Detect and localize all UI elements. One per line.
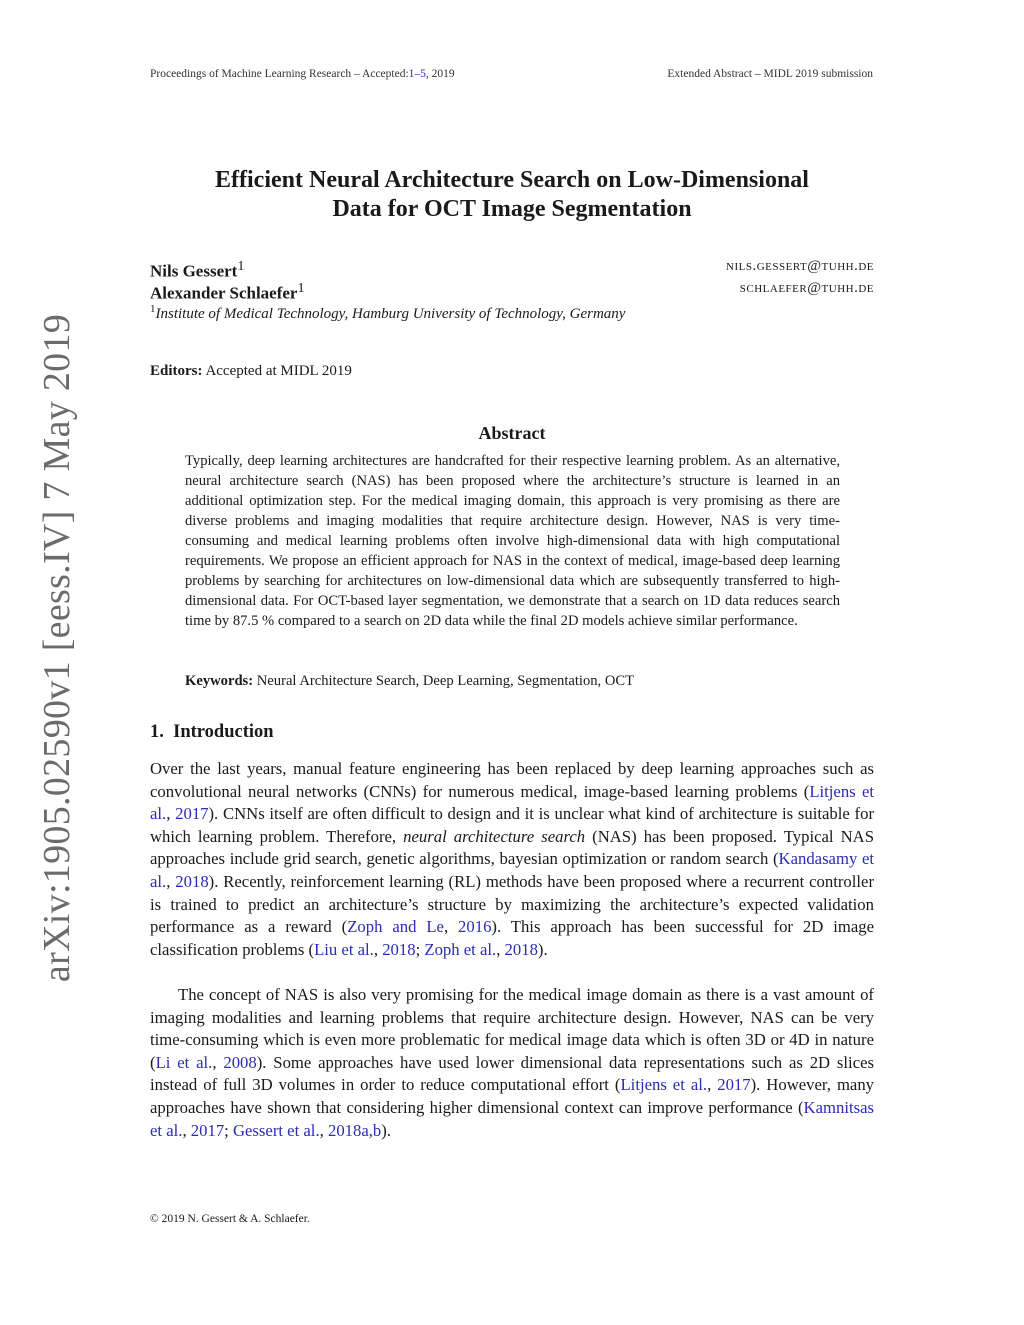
author-email[interactable]: schlaefer@tuhh.de	[739, 280, 874, 296]
abstract-text: Typically, deep learning architectures are handcrafted for their respective learning problem. As an alternative, neural architecture search (NAS) has been proposed where the architecture’s structure is learned in an additional optimization step. For the medical imaging domain, this approach is very promising as there are diverse problems and imaging modalities that require architecture design. However, NAS is very time-consuming and medical learning problems often involve high-dimensional data with high computational requirements. We propose an efficient approach for NAS in the context of medical, image-based deep learning problems by searching for architectures on low-dimensional data which are subsequently transferred to high-dimensional data. For OCT-based layer segmentation, we demonstrate that a search on 1D data reduces search time by 87.5 % compared to a search on 2D data while the final 2D models achieve similar performance.	[185, 453, 840, 629]
paper-title	[150, 166, 874, 224]
running-header-left: Proceedings of Machine Learning Research – Accepted:1–5, 2019	[150, 68, 455, 80]
abstract-heading: Abstract	[478, 423, 546, 443]
section-heading: 1. Introduction	[150, 722, 274, 742]
author-name: Nils Gessert	[150, 261, 238, 281]
citation-link[interactable]: Kandasamy et al.	[150, 849, 874, 891]
title-line-2: Data for OCT Image Segmentation	[332, 196, 692, 222]
citation-link[interactable]: Litjens et al.	[150, 781, 874, 824]
title-line-1: Efficient Neural Architecture Search on Low-Dimensional	[215, 167, 809, 193]
citation-link[interactable]: Zoph et al.	[424, 939, 497, 959]
citation-link[interactable]: Litjens et al.	[620, 1075, 708, 1095]
keywords-line: Keywords: Neural Architecture Search, Deep Learning, Segmentation, OCT	[185, 673, 635, 689]
copyright-footer: © 2019 N. Gessert & A. Schlaefer.	[150, 1213, 310, 1225]
citation-link[interactable]: 2016	[458, 917, 492, 937]
author-name: Alexander Schlaefer	[150, 283, 298, 303]
author-email[interactable]: nils.gessert@tuhh.de	[726, 258, 874, 274]
editors-line: Editors: Accepted at MIDL 2019	[150, 363, 352, 379]
citation-link[interactable]: Liu et al.	[314, 939, 374, 959]
citation-link[interactable]: 2017	[190, 1120, 225, 1140]
citation-link[interactable]: Kamnitsas et al.	[150, 1097, 874, 1140]
citation-link[interactable]: 2018	[504, 939, 538, 959]
citation-link[interactable]: Li et al.	[155, 1052, 213, 1072]
author-row-1: Nils Gessert$^1$ nils.gessert@tuhh.de	[150, 258, 874, 281]
citation-link[interactable]: 2017	[175, 804, 209, 824]
citation-link[interactable]: Gessert et al.	[232, 1120, 320, 1140]
citation-link[interactable]: 2008	[223, 1052, 257, 1072]
citation-link[interactable]: Zoph and Le	[347, 917, 444, 937]
citation-link[interactable]: 2017	[717, 1075, 751, 1095]
running-header-right: Extended Abstract – MIDL 2019 submission	[667, 68, 873, 80]
intro-paragraph-2: The concept of NAS is also very promising for the medical image domain as there is a vast amount of imaging modalities and learning problems that require architecture design. However, NAS can be very time-consuming which is even more problematic for medical image data which is often 3D or 4D in nature (Li et al., 2008). Some approaches have used lower dimensional data representations such as 2D slices instead of full 3D volumes in order to reduce computational effort (Litjens et al., 2017). However, many approaches have shown that considering higher dimensional context can improve performance (Kamnitsas et al., 2017; Gessert et al., 2018a,b).	[150, 985, 875, 1140]
page-range-link[interactable]: 1–5	[408, 68, 426, 80]
citation-link[interactable]: 2018	[175, 871, 209, 891]
citation-link[interactable]: 2018a,b	[327, 1120, 382, 1140]
citation-link[interactable]: 2018	[382, 939, 416, 959]
intro-paragraph-1: Over the last years, manual feature engineering has been replaced by deep learning approaches such as convolutional neural networks (CNNs) for numerous medical, image-based learning problems (Litjens et al., 2017). CNNs itself are often difficult to design and it is unclear what kind of architecture is suitable for which learning problem. Therefore, neural architecture search (NAS) has been proposed. Typical NAS approaches include grid search, genetic algorithms, bayesian optimization or random search (Kandasamy et al., 2018). Recently, reinforcement learning (RL) methods have been proposed where a recurrent controller is trained to predict an architecture’s structure by maximizing the architecture’s expected validation performance as a reward (Zoph and Le, 2016). This approach has been successful for 2D image classification problems (Liu et al., 2018; Zoph et al., 2018).	[150, 759, 875, 959]
author-row-2: Alexander Schlaefer$^1$ schlaefer@tuhh.de	[150, 280, 874, 303]
affiliation: $^1$Institute of Medical Technology, Hamburg University of Technology, Germany	[150, 303, 626, 322]
